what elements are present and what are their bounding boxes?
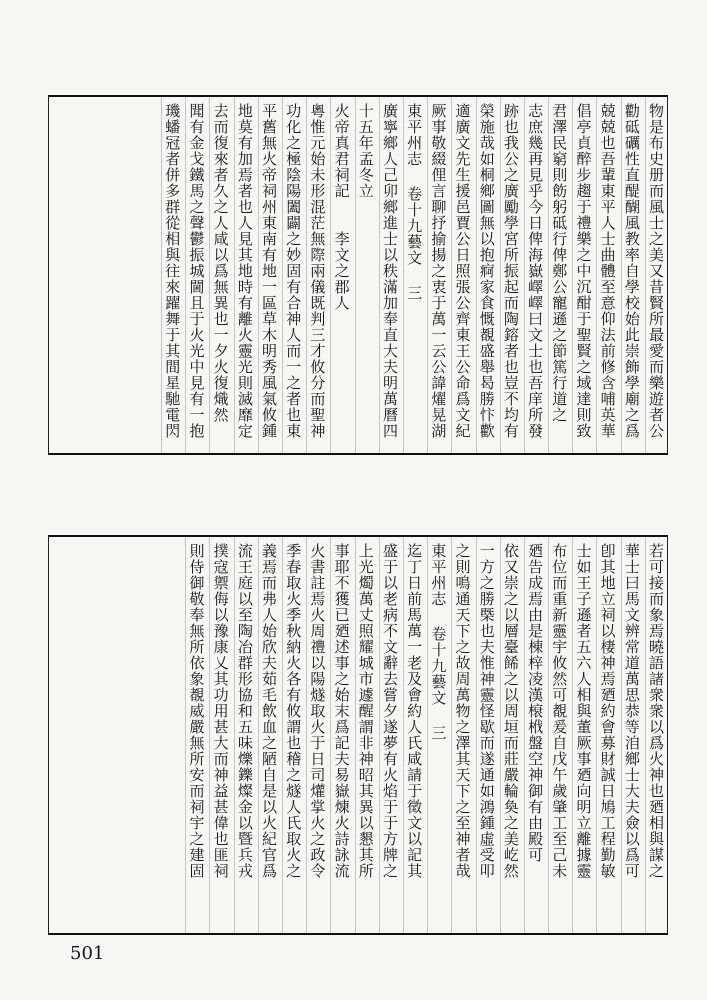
text-column: 聞有金戈鐵馬之聲鬱振城閫且于火光中見有一抱	[185, 97, 207, 453]
text-column: 平舊無火帝祠州東南有地一區草木明秀風氣攸鍾	[258, 97, 280, 453]
text-column: 布位而重新靈宇攸然可覩爰自戊午歲肇工至己未	[548, 537, 570, 933]
text-column: 厥事敬綴俚言聊抒揄揚之衷于萬一云公諱燿晃湖	[427, 97, 449, 453]
text-column: 義焉而弗人始欣夫茹毛飲血之陋自是以火紀官爲	[258, 537, 280, 933]
text-column: 志庶幾再見乎今日俾海嶽嶧嶧曰文士也吾庠所發	[524, 97, 546, 453]
text-column: 依又崇之以層臺餙之以周垣而莊嚴輪奐之美屹然	[500, 537, 522, 933]
text-column: 君澤民窮則飭躬砥行俾鄭公寵遜之節篤行道之	[548, 97, 570, 453]
text-column: 功化之極陰陽闔闢之妙固有合神人而一之者也東	[282, 97, 304, 453]
lower-text-block	[48, 535, 668, 935]
text-column: 地莫有加焉者也人見其地時有離火靈光則滅靡定	[234, 97, 256, 453]
text-column: 倡亭貞醉步趨于禮樂之中沉酣于聖賢之域達則致	[572, 97, 594, 453]
text-column: 撲寇禦侮以豫康乂其功用甚大而神益甚偉也匪祠	[209, 537, 231, 933]
text-column: 兢兢也吾輩東平人士曲體至意仰法前修含哺英華	[596, 97, 618, 453]
text-column: 東平州志 卷十九藝文 三	[427, 537, 449, 933]
text-column: 火帝真君祠記 李文之郡人	[330, 97, 352, 453]
text-column: 廼告成焉由是棟梓凌漢榱栰盤空神御有由殿可	[524, 537, 546, 933]
text-column: 季春取火季秋納火各有攸謂也稽之燧人氏取火之	[282, 537, 304, 933]
text-column: 一方之勝槩也夫惟神靈怪歇而遂通如鴻鍾虛受叩	[476, 537, 498, 933]
text-column: 則侍御敬奉無所依象覩威嚴無所安而祠宇之建固	[185, 537, 207, 933]
text-column: 之則鳴通天下之故周萬物之澤其天下之至神者哉	[451, 537, 473, 933]
text-column: 璣蟠冠者併多群從相與往來躍舞于其間星馳電閃	[161, 97, 183, 453]
text-column: 華士曰馬文辨常道萬思恭等洎鄉士大夫僉以爲可	[621, 537, 643, 933]
text-column: 榮施哉如桐鄉圖無以抱痾家食慨覩盛舉曷勝忭歡	[476, 97, 498, 453]
text-column: 十五年孟冬立	[355, 97, 377, 453]
text-column: 去而復來者久之人咸以爲無異也一夕火復熾然	[209, 97, 231, 453]
text-column: 卽其地立祠以棲神焉廼約會募財誠日鳩工程勤敏	[596, 537, 618, 933]
text-column: 事耶不獲已廼述事之始末爲記夫易嶽煉火詩詠流	[330, 537, 352, 933]
upper-columns	[161, 97, 667, 453]
text-column: 流王庭以至陶冶群形協和五味爍鑠燦金以暨兵戎	[234, 537, 256, 933]
text-column: 跡也我公之廣勵學宮所振起而陶鎔者也豈不均有	[500, 97, 522, 453]
text-column: 上光燭萬丈照耀城市遽醒謂非神昭其異以懇其所	[355, 537, 377, 933]
text-column: 士如王子遜者五六人相與董厥事廼向明立離據靈	[572, 537, 594, 933]
text-column: 適廣文先生援邑賈公日照張公齊東王公命爲文紀	[451, 97, 473, 453]
text-column: 火書註焉火周禮以陽燧取火于日司爟掌火之政令	[306, 537, 328, 933]
text-column: 物是布史册而風士之美又昔賢所最愛而樂遊者公	[645, 97, 667, 453]
text-column: 廣寧鄉人己卯鄉進士以秩滿加奉直大夫明萬曆四	[379, 97, 401, 453]
text-column: 迄丁日前馬萬一老及會約人氏咸請于徵文以記其	[403, 537, 425, 933]
page-number: 501	[70, 943, 105, 964]
upper-text-block	[48, 95, 668, 455]
lower-columns	[185, 537, 667, 933]
text-column: 粵惟元始未形混茫無際兩儀既判三才攸分而聖神	[306, 97, 328, 453]
text-column: 若可接而象焉曉語諸衆衆以爲火神也廼相與謀之	[645, 537, 667, 933]
text-column: 盛于以老病不文辭去嘗夕遂夢有火焰于于方牌之	[379, 537, 401, 933]
document-page	[48, 95, 668, 915]
text-column: 勸砥礪性直醍醐風教率自學校始此崇飾學廟之爲	[621, 97, 643, 453]
text-column: 東平州志 卷十九藝文 三	[403, 97, 425, 453]
